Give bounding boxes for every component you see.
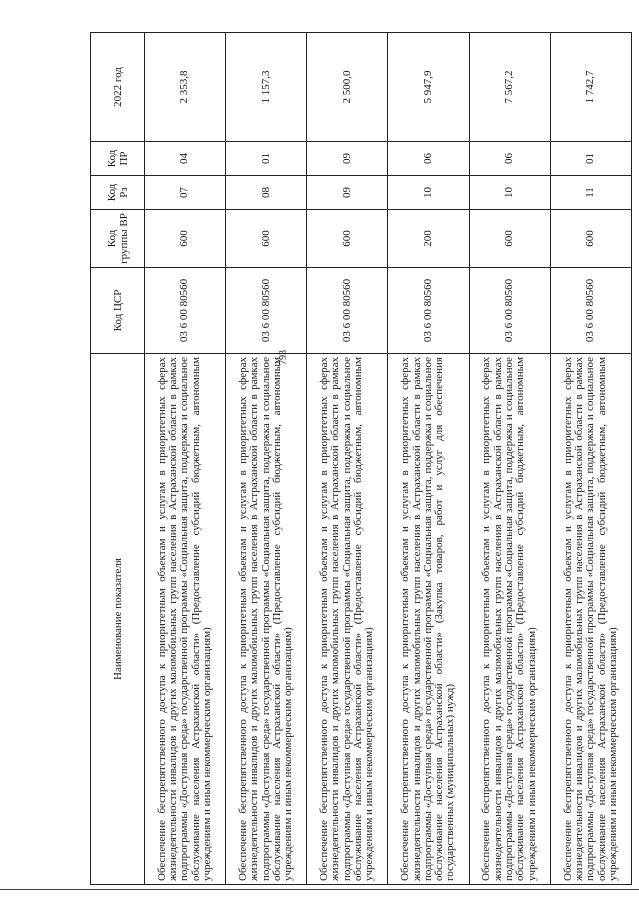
row-rz: 10 xyxy=(388,176,469,210)
row-vr: 600 xyxy=(226,210,307,268)
budget-table xyxy=(90,32,632,885)
row-rz: 10 xyxy=(469,176,550,210)
table-row xyxy=(145,33,226,885)
rotated-table-container xyxy=(90,33,632,885)
row-csr: 03 6 00 80560 xyxy=(226,268,307,354)
row-csr: 03 6 00 80560 xyxy=(145,268,226,354)
row-pr: 06 xyxy=(469,142,550,176)
row-pr: 04 xyxy=(145,142,226,176)
row-rz: 08 xyxy=(226,176,307,210)
table-row xyxy=(469,33,550,885)
table-row xyxy=(307,33,388,885)
row-name: Обеспечение беспрепятственного доступа к приоритетным объектам и услугам в приоритетных сферах жизнедеятельности инвалидов и других маломобильных групп населения в Астраханской области в рамках подпрограммы «Доступная среда» государственной программы «Социальная защита, поддержка и социальное обслуживание населения Астраханской области» (Предоставление субсидий бюджетным, автономным учреждениям и иным некоммерческим организациям) xyxy=(307,354,388,885)
row-csr: 03 6 00 80560 xyxy=(550,268,631,354)
row-vr: 600 xyxy=(550,210,631,268)
row-vr: 600 xyxy=(469,210,550,268)
row-amount: 2 500,0 xyxy=(307,33,388,142)
row-rz: 09 xyxy=(307,176,388,210)
header-rz: Код Рз xyxy=(91,176,145,210)
row-csr: 03 6 00 80560 xyxy=(307,268,388,354)
row-pr: 01 xyxy=(550,142,631,176)
page-number: 793 xyxy=(278,350,289,365)
table-row xyxy=(226,33,307,885)
row-csr: 03 6 00 80560 xyxy=(388,268,469,354)
row-rz: 07 xyxy=(145,176,226,210)
table-row xyxy=(388,33,469,885)
row-pr: 06 xyxy=(388,142,469,176)
row-name: Обеспечение беспрепятственного доступа к приоритетным объектам и услугам в приоритетных сферах жизнедеятельности инвалидов и других маломобильных групп населения в Астраханской области в рамках подпрограммы «Доступная среда» государственной программы «Социальная защита, поддержка и социальное обслуживание населения Астраханской области» (Предоставление субсидий бюджетным, автономным учреждениям и иным некоммерческим организациям) xyxy=(469,354,550,885)
table-row xyxy=(550,33,631,885)
row-csr: 03 6 00 80560 xyxy=(469,268,550,354)
row-vr: 600 xyxy=(307,210,388,268)
row-name: Обеспечение беспрепятственного доступа к приоритетным объектам и услугам в приоритетных сферах жизнедеятельности инвалидов и других маломобильных групп населения в Астраханской области в рамках подпрограммы «Доступная среда» государственной программы «Социальная защита, поддержка и социальное обслуживание населения Астраханской области» (Предоставление субсидий бюджетным, автономным учреждениям и иным некоммерческим организациям) xyxy=(145,354,226,885)
header-csr: Код ЦСР xyxy=(91,268,145,354)
row-rz: 11 xyxy=(550,176,631,210)
row-vr: 600 xyxy=(145,210,226,268)
row-amount: 5 947,9 xyxy=(388,33,469,142)
row-amount: 2 353,8 xyxy=(145,33,226,142)
table-header-row xyxy=(91,33,145,885)
header-year: 2022 год xyxy=(91,33,145,142)
row-name: Обеспечение беспрепятственного доступа к приоритетным объектам и услугам в приоритетных сферах жизнедеятельности инвалидов и других маломобильных групп населения в Астраханской области в рамках подпрограммы «Доступная среда» государственной программы «Социальная защита, поддержка и социальное обслуживание населения Астраханской области» (Предоставление субсидий бюджетным, автономным учреждениям и иным некоммерческим организациям) xyxy=(550,354,631,885)
row-name: Обеспечение беспрепятственного доступа к приоритетным объектам и услугам в приоритетных сферах жизнедеятельности инвалидов и других маломобильных групп населения в Астраханской области в рамках подпрограммы «Доступная среда» государственной программы «Социальная защита, поддержка и социальное обслуживание населения Астраханской области» (Предоставление субсидий бюджетным, автономным учреждениям и иным некоммерческим организациям) xyxy=(226,354,307,885)
row-pr: 01 xyxy=(226,142,307,176)
header-vr: Код группы ВР xyxy=(91,210,145,268)
bottom-rule xyxy=(0,889,639,890)
row-amount: 1 742,7 xyxy=(550,33,631,142)
row-vr: 200 xyxy=(388,210,469,268)
row-name: Обеспечение беспрепятственного доступа к приоритетным объектам и услугам в приоритетных сферах жизнедеятельности инвалидов и других маломобильных групп населения в Астраханской области в рамках подпрограммы «Доступная среда» государственной программы «Социальная защита, поддержка и социальное обслуживание населения Астраханской области» (Закупка товаров, работ и услуг для обеспечения государственных (муниципальных) нужд) xyxy=(388,354,469,885)
header-pr: Код ПР xyxy=(91,142,145,176)
row-amount: 1 157,3 xyxy=(226,33,307,142)
row-pr: 09 xyxy=(307,142,388,176)
row-amount: 7 567,2 xyxy=(469,33,550,142)
header-name: Наименование показателя xyxy=(91,354,145,885)
